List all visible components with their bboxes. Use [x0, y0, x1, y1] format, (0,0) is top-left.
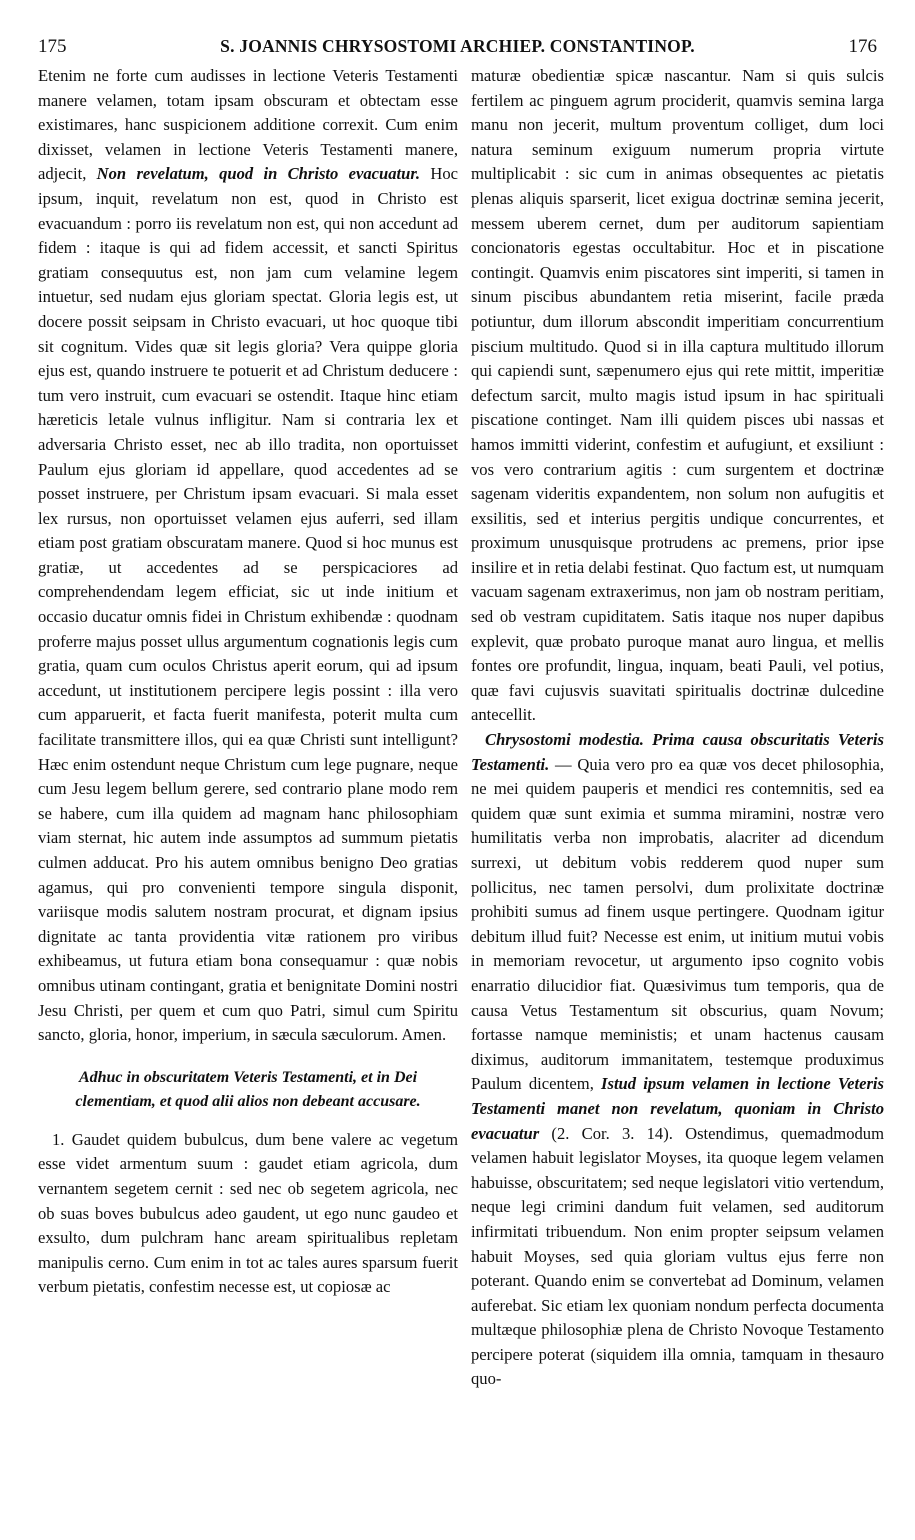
section-heading: Adhuc in obscuritatem Veteris Testamenti, et in Dei clementiam, et quod alii alios non debeant accusare. [75, 1068, 421, 1110]
quotation-italic: Non revelatum, quod in Christo evacuatur. [96, 164, 421, 184]
page-number-right: 176 [848, 36, 877, 57]
page-number-left: 175 [38, 36, 67, 57]
quotation-italic: Istud ipsum velamen in lectione Veteris Testamenti manet non revelatum, quoniam in Christo evacuatur [471, 1074, 884, 1143]
paragraph: maturæ obedientiæ spicæ nascantur. Nam si quis sulcis fertilem ac pinguem agrum prociderit, quamvis semina larga manu non jecerit, multum proventum colliget, dum loci natura seminum exiguum numerum propria virtute multiplicabit : sic cum in animas obsequentes ac pietatis plenas aliquis sparserit, licet exigua doctrinæ semina jecerit, messem uberem cernet, dum per auditorum sapientiam concionatoris egestas occultabitur. Hoc et in piscatione contingit. Quamvis enim piscatores sint imperiti, si tamen in sinum piscibus abundantem retia miserint, facile præda potiuntur, dum illorum abscondit imperitiam concurrentium piscium multitudo. Quod si in illa captura multitudo illorum qui capiendi sunt, sæpenumero ejus qui rete mittit, imperitiæ defectum sarcit, multo magis istud ipsum in hac spirituali piscatione continget. Nam illi quidem pisces ubi nassas et hamos immitti viderint, confestim et aufugiunt, et exsiliunt : vos vero contrarium agitis : cum surgentem et doctrinæ sagenam videritis expandentem, non solum non aufugitis et exsilitis, sed et interius pergitis undique concurrentes, et proximum unusquisque protrudens ac premens, prior ipse insilire et in retia delabi festinat. Quo factum est, ut numquam vacuam sagenam extraxerimus, non jam ob nostram peritiam, sed ob vestram cupiditatem. Satis itaque nos nuper dapibus explevit, quæ probato puroque manat auro lingua, et mellis fontes ore profundit, lingua, inquam, beati Pauli, vel potius, quæ favi cujusvis suavitati spiritualis doctrinæ dulcedine antecellit. [471, 66, 884, 725]
running-header [38, 36, 877, 62]
right-column [471, 64, 884, 1392]
paragraph: 1. Gaudet quidem bubulcus, dum bene valere ac vegetum esse videt armentum suum : gaudet etiam agricola, dum vernantem segetem cernit : sed nec ob segetem agricola, nec ob suas boves bubulcus adeo gaudent, ut ego nunc gaudeo et exsulto, dum pulchram hanc aream spiritualibus repletam manipulis cerno. Cum enim in tot ac tales aures sparsum fuerit verbum pietatis, confestim necesse est, ut copiosæ ac [38, 1129, 458, 1297]
text-run: Hoc ipsum, inquit, revelatum non est, quod in Christo est evacuandum : porro iis revelatum non est, qui non accedunt ad fidem : itaque is qui ad fidem accessit, et sancti Spiritus gratiam consequutus est, non jam cum velamine legem intuetur, sed nudam ejus gloriam spectat. Gloria legis est, ut docere possit seipsam in Christo evacuari, ut hoc quoque tibi sit cognitum. Vides quæ sit legis gloria? Vera quippe gloria ejus est, quando instruere te potuerit et ad Christum deducere : tum vero instruit, cum evacuari se ostendit. Itaque hinc etiam hæreticis letale vulnus infligitur. Nam si contraria lex et adversaria Christo esset, nec ab illo tradita, non oportuisset Paulum ejus gloriam id appellare, quod accedentes ad se posset instruere, per Christum ipsam evacuari. Si mala esset lex rursus, non oportuisset velamen ejus auferri, sed illam etiam post gratiam obscuratam manere. Quod si hoc munus est gratiæ, ut accedentes ad se perspicaciores ad comprehendendam legem efficiat, sic ut inde initium et occasio ducatur omnis fidei in Christum exhibendæ : quodnam proferre majus posset ullus argumentum cognationis legis cum gratia, quam cum oculos Christus aperit eorum, qui ad ipsum accedunt, ut institutionem percipere legis possint : illa vero cum apparuerit, et facta fuerit manifesta, poterit multa cum facilitate transmittere illos, qui ea quæ Christi sunt intelligunt? Hæc enim ostendunt neque Christum cum lege pugnare, neque cum Jesu legem bellum gerere, sed contrario plane modo rem se habere, cum illa quidem ad magnam hanc philosophiam viam sternat, hic autem inde assumptos ad summum pietatis culmen adducat. Pro his autem omnibus benigno Deo gratias agamus, qui pro convenienti tempore singula disponit, variisque modis salutem nostram procurat, et dignam ipsius dignitate ac tanta providentia vitæ rationem pro viribus exhibeamus, ut futura etiam bona consequamur : quæ nobis omnibus utinam contingant, gratia et benignitate Domini nostri Jesu Christi, per quem et cum quo Patri, simul cum Spiritu sancto, gloria, honor, imperium, in sæcula sæculorum. Amen. [38, 164, 458, 1045]
text-run: — Quia vero pro ea quæ vos decet philosophia, ne mei quidem pauperis et mendici res contemnitis, sed ea quidem quæ sunt eximia et summa miramini, nostræ vero humilitatis verba non improbatis, alacriter ad dicendum surrexi, ut debitum vobis redderem quod nuper sum pollicitus, nec tamen persolvi, dum prolixitate doctrinæ prohibiti sumus ad finem usque pertingere. Quodnam igitur debitum illud fuit? Necesse est enim, ut initium mutui vobis in memoriam revocetur, ut argumento ipso cognito vobis enarratio dilucidior fiat. Quæsivimus tum temporis, qua de causa Vetus Testamentum sit obscurius, quam Novum; fortasse namque meministis; et unam hactenus causam diximus, auditorum immanitatem, testemque produximus Paulum dicentem, [471, 754, 884, 1094]
section-marginal-heading: Chrysostomi modestia. Prima causa obscuritatis Veteris Testamenti. [471, 730, 884, 774]
running-title: S. JOANNIS CHRYSOSTOMI ARCHIEP. CONSTANTINOP. [220, 36, 695, 56]
left-column [38, 64, 458, 1300]
text-run: Etenim ne forte cum audisses in lectione Veteris Testamenti manere velamen, totam ipsam obscuram et obtectam esse existimares, hanc suspicionem additione correxit. Cum enim dixisset, velamen in lectione Veteris Testamenti manere, adjecit, [38, 66, 458, 184]
text-run: (2. Cor. 3. 14). Ostendimus, quemadmodum velamen habuit legislator Moyses, ita quoque legem velamen habuisse, obscuritatem; sed neque legislatori vitio vertendum, neque legi crimini dandum fuit velamen, sed auditorum infirmitati tribuendum. Non enim propter seipsum velamen habuit Moyses, sed quia gloriam vultus ejus ferre non poterant. Quando enim se convertebat ad Dominum, velamen auferebat. Sic etiam lex quoniam nondum perfecta documenta multæque philosophiæ plena de Christo Novoque Testamento percipere poterat (siquidem illa omnia, tamquam in thesauro quo- [471, 1123, 884, 1389]
paragraph [38, 64, 458, 1048]
paragraph [471, 728, 884, 1392]
